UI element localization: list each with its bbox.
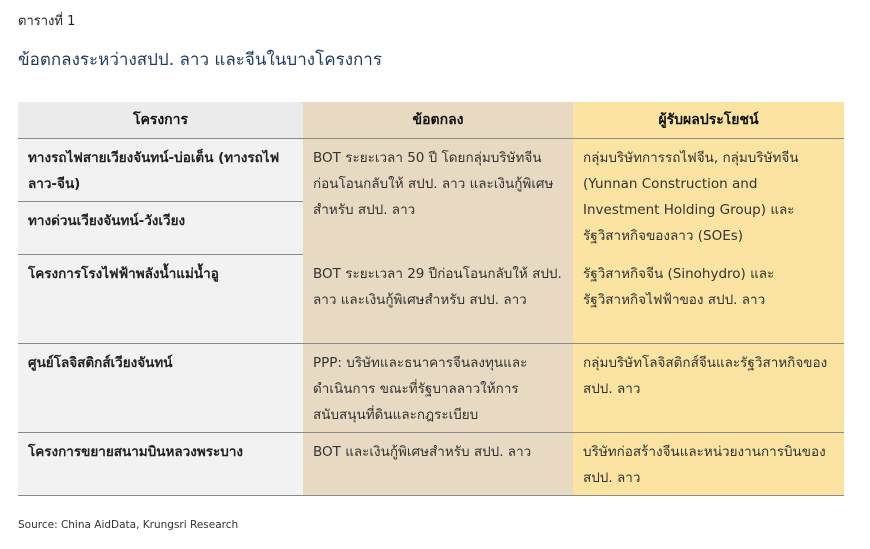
header-agreement: ข้อตกลง: [303, 102, 573, 139]
project-cell: ทางรถไฟสายเวียงจันทน์-บ่อเต็น (ทางรถไฟลาว-จีน): [18, 139, 303, 202]
beneficiary-cell: บริษัทก่อสร้างจีนและหน่วยงานการบินของ สปป. ลาว: [573, 433, 844, 496]
project-cell: โครงการโรงไฟฟ้าพลังน้ำแม่น้ำอู: [18, 255, 303, 344]
project-cell: ทางด่วนเวียงจันทน์-วังเวียง: [18, 202, 303, 255]
table-row: [18, 139, 844, 202]
header-beneficiary: ผู้รับผลประโยชน์: [573, 102, 844, 139]
table-caption: ตารางที่ 1: [18, 14, 76, 29]
page-title: ข้อตกลงระหว่างสปป. ลาว และจีนในบางโครงการ: [18, 50, 382, 70]
agreement-cell: BOT ระยะเวลา 50 ปี โดยกลุ่มบริษัทจีนก่อนโอนกลับให้ สปป. ลาว และเงินกู้พิเศษสำหรับ สปป. ลาว: [303, 139, 573, 255]
project-cell: ศูนย์โลจิสติกส์เวียงจันทน์: [18, 344, 303, 433]
beneficiary-cell: กลุ่มบริษัทโลจิสติกส์จีนและรัฐวิสาหกิจของ สปป. ลาว: [573, 344, 844, 433]
table-header-row: [18, 102, 844, 139]
source-note: Source: China AidData, Krungsri Research: [18, 519, 239, 531]
agreements-table: [18, 102, 844, 496]
table-row: [18, 344, 844, 433]
header-project: โครงการ: [18, 102, 303, 139]
agreement-cell: BOT ระยะเวลา 29 ปีก่อนโอนกลับให้ สปป. ลาว และเงินกู้พิเศษสำหรับ สปป. ลาว: [303, 255, 573, 344]
project-cell: โครงการขยายสนามบินหลวงพระบาง: [18, 433, 303, 496]
table-row: [18, 433, 844, 496]
agreement-cell: PPP: บริษัทและธนาคารจีนลงทุนและดำเนินการ ขณะที่รัฐบาลลาวให้การสนับสนุนที่ดินและกฎระเบียบ: [303, 344, 573, 433]
table-row: [18, 255, 844, 344]
beneficiary-cell: รัฐวิสาหกิจจีน (Sinohydro) และรัฐวิสาหกิจไฟฟ้าของ สปป. ลาว: [573, 255, 844, 344]
beneficiary-cell: กลุ่มบริษัทการรถไฟจีน, กลุ่มบริษัทจีน (Yunnan Construction and Investment Holding Group) และรัฐวิสาหกิจของลาว (SOEs): [573, 139, 844, 255]
agreement-cell: BOT และเงินกู้พิเศษสำหรับ สปป. ลาว: [303, 433, 573, 496]
